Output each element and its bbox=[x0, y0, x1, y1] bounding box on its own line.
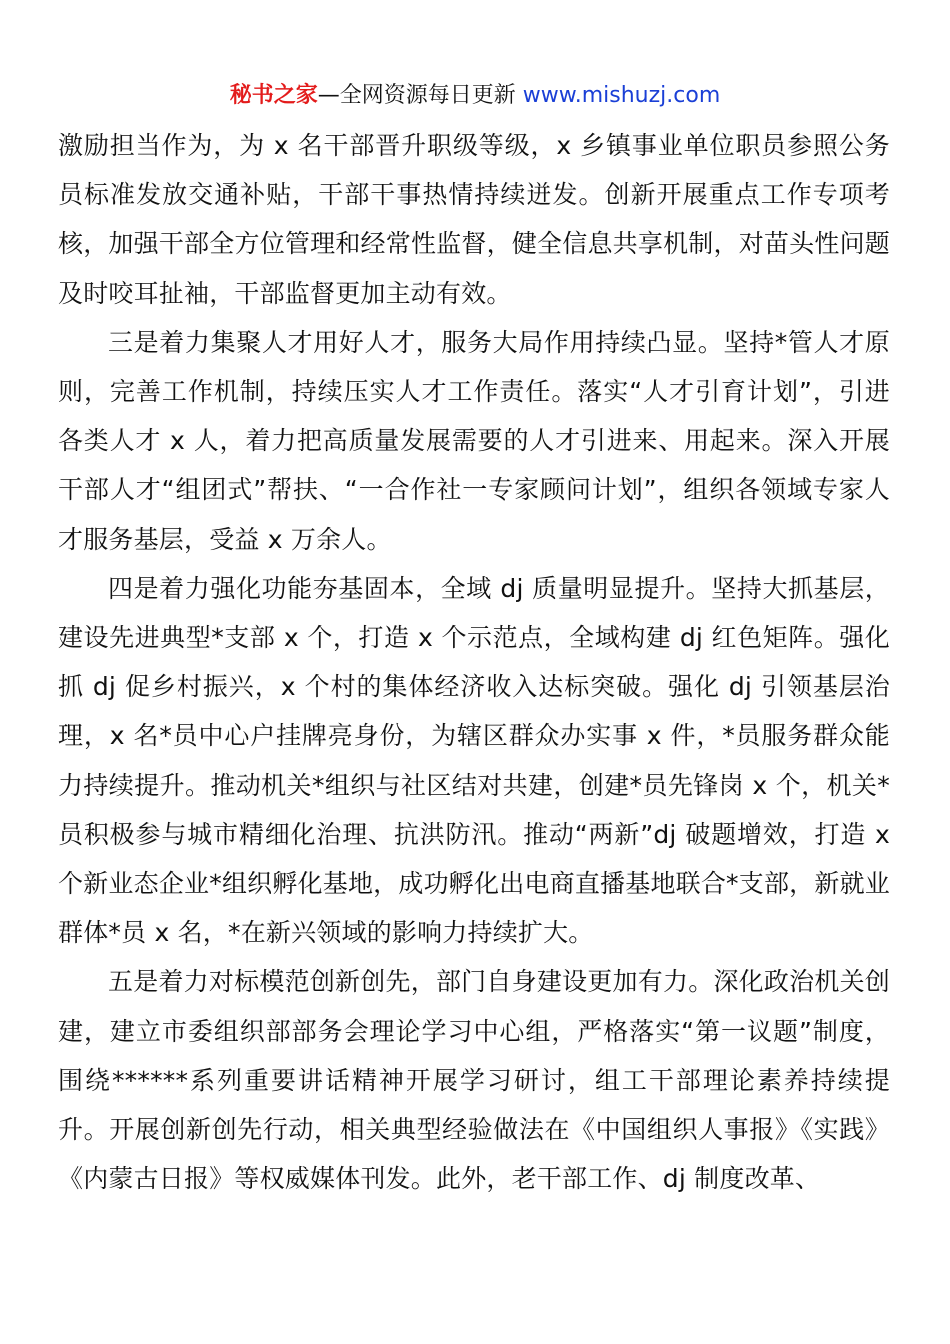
paragraph-self-building: 五是着力对标模范创新创先，部门自身建设更加有力。深化政治机关创建，建立市委组织部部务会理论学习中心组，严格落实“第一议题”制度，围绕******系列重要讲话精神开展学习研讨，组工干部理论素养持续提升。开展创新创先行动，相关典型经验做法在《中国组织人事报》《实践》《内蒙古日报》等权威媒体刊发。此外，老干部工作、dj 制度改革、 bbox=[58, 967, 890, 1194]
document-body bbox=[58, 121, 890, 1203]
brand-name: 秘书之家 bbox=[229, 83, 318, 108]
header-tagline: —全网资源每日更新 bbox=[317, 83, 523, 108]
paragraph-grassroots: 四是着力强化功能夯基固本，全域 dj 质量明显提升。坚持大抓基层，建设先进典型*支部 x 个，打造 x 个示范点，全域构建 dj 红色矩阵。强化抓 dj 促乡村振兴，x 个村的集体经济收入达标突破。强化 dj 引领基层治理，x 名*员中心户挂牌亮身份，为辖区群众办实事 x 件，*员服务群众能力持续提升。推动机关*组织与社区结对共建，创建*员先锋岗 x 个，机关*员积极参与城市精细化治理、抗洪防汛。推动“两新”dj 破题增效，打造 x 个新业态企业*组织孵化基地，成功孵化出电商直播基地联合*支部，新就业群体*员 x 名，*在新兴领域的影响力持续扩大。 bbox=[58, 573, 890, 948]
page-header bbox=[0, 79, 950, 113]
paragraph-talent: 三是着力集聚人才用好人才，服务大局作用持续凸显。坚持*管人才原则，完善工作机制，持续压实人才工作责任。落实“人才引育计划”，引进各类人才 x 人，着力把高质量发展需要的人才引进来、用起来。深入开展干部人才“组团式”帮扶、“一合作社一专家顾问计划”，组织各领域专家人才服务基层，受益 x 万余人。 bbox=[58, 327, 890, 554]
website-url[interactable]: www.mishuzj.com bbox=[522, 83, 721, 108]
paragraph-continuation: 激励担当作为，为 x 名干部晋升职级等级，x 乡镇事业单位职员参照公务员标准发放交通补贴，干部干事热情持续迸发。创新开展重点工作专项考核，加强干部全方位管理和经常性监督，健全信息共享机制，对苗头性问题及时咬耳扯袖，干部监督更加主动有效。 bbox=[58, 131, 890, 308]
